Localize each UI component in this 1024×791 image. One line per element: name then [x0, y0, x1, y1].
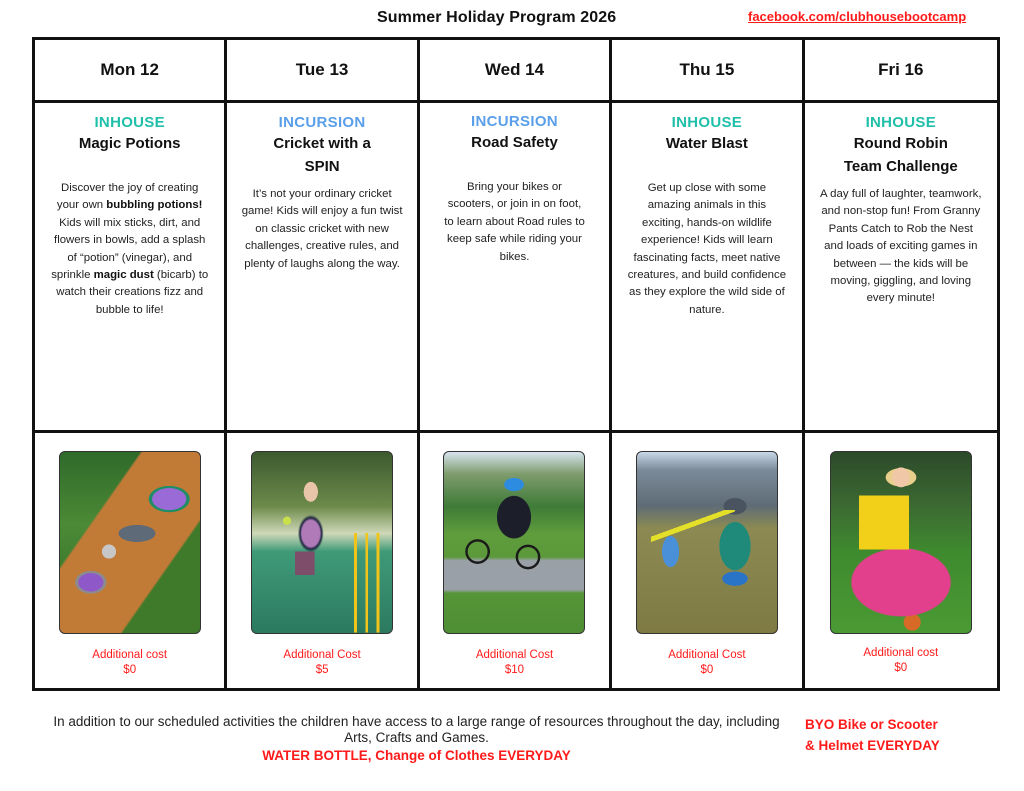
day-header-tue: Tue 13: [227, 40, 419, 103]
cost-label: Additional Cost: [283, 649, 361, 661]
day-header-mon: Mon 12: [35, 40, 227, 103]
activity-card-tue: [227, 103, 419, 433]
page-title: Summer Holiday Program 2026: [377, 9, 617, 26]
cost-value: $0: [700, 664, 714, 676]
cost-value: $5: [315, 664, 329, 676]
activity-title: Magic Potions: [78, 135, 181, 152]
activity-title: Road Safety: [471, 134, 558, 151]
activity-card-wed: [420, 103, 612, 433]
byo-line-2: & Helmet EVERYDAY: [805, 738, 940, 753]
activity-photo: [59, 451, 201, 634]
activity-media-fri: [805, 433, 997, 688]
cost-label: Additional cost: [92, 649, 168, 661]
activity-media-tue: [227, 433, 419, 688]
activity-media-mon: [35, 433, 227, 688]
day-header-fri: Fri 16: [805, 40, 997, 103]
cost-label: Additional cost: [863, 647, 939, 659]
schedule-grid: [32, 37, 1000, 691]
activity-title: Round Robin Team Challenge: [843, 135, 958, 175]
activity-description: It’s not your ordinary cricket game! Kids will enjoy a fun twist on classic cricket with new challenges, creative rules, and plenty of laughs along the way.: [241, 188, 403, 270]
activity-photo: [830, 451, 972, 634]
activity-description: A day full of laughter, teamwork, and non-stop fun! From Granny Pants Catch to Rob the Nest and loads of exciting games in between — the kids will be moving, giggling, and loving every minute!: [820, 188, 982, 305]
activity-type-badge: INCURSION: [471, 113, 558, 130]
day-header-wed: Wed 14: [420, 40, 612, 103]
activity-media-thu: [612, 433, 804, 688]
facebook-link[interactable]: facebook.com/clubhousebootcamp: [748, 9, 967, 24]
activity-description: Discover the joy of creating your own bubbling potions! Kids will mix sticks, dirt, and flowers in bowls, add a splash of “potion” (vinegar), and sprinkle magic dust (bicarb) to watch their creations fizz and bubble to life!: [51, 182, 209, 316]
activity-photo: [443, 451, 585, 634]
cost-label: Additional Cost: [668, 649, 746, 661]
activity-photo: [251, 451, 393, 634]
activity-type-badge: INHOUSE: [671, 114, 743, 131]
activity-card-fri: [805, 103, 997, 433]
cost-value: $10: [504, 664, 525, 676]
footer-reminder: WATER BOTTLE, Change of Clothes EVERYDAY: [262, 748, 571, 763]
byo-reminder: [805, 714, 940, 756]
cost-value: $0: [894, 662, 908, 674]
cost-label: Additional Cost: [475, 649, 554, 661]
activity-card-thu: [612, 103, 804, 433]
activity-description: Get up close with some amazing animals in this exciting, hands-on wildlife experience! Kids will learn fascinating facts, meet native creatures, and build confidence as they explore the wild side of nature.: [627, 182, 787, 316]
activity-media-wed: [420, 433, 612, 688]
activity-description: Bring your bikes or scooters, or join in on foot, to learn about Road rules to keep safe while riding your bikes.: [444, 181, 585, 263]
activity-photo: [636, 451, 778, 634]
footer-note: In addition to our scheduled activities the children have access to a large range of resources throughout the day, including Arts, Crafts and Games.: [53, 714, 780, 745]
cost-value: $0: [123, 664, 137, 676]
day-header-thu: Thu 15: [612, 40, 804, 103]
byo-line-1: BYO Bike or Scooter: [805, 717, 938, 732]
activity-type-badge: INCURSION: [278, 114, 366, 131]
activity-type-badge: INHOUSE: [865, 114, 937, 131]
activity-type-badge: INHOUSE: [94, 114, 165, 131]
activity-title: Cricket with a SPIN: [273, 135, 371, 175]
activity-card-mon: [35, 103, 227, 433]
activity-title: Water Blast: [665, 135, 748, 152]
